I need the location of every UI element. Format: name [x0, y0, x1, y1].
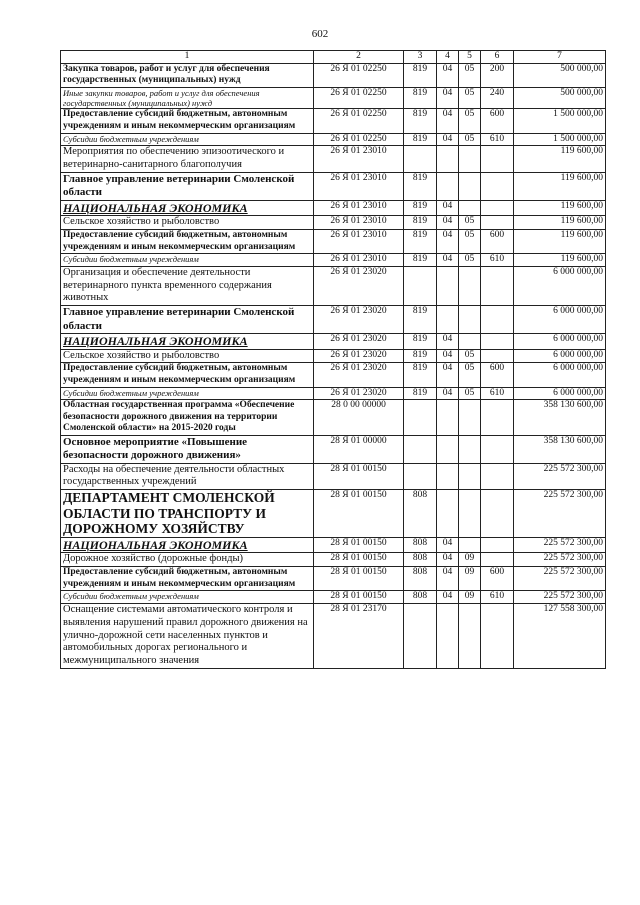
row-amount-cell: 225 572 300,00: [514, 463, 606, 490]
row-section-cell: 04: [437, 230, 459, 254]
row-ministry-code-cell: 819: [404, 133, 437, 146]
row-subsection-cell: 05: [459, 109, 481, 133]
row-target-code-cell: 28 Я 01 00150: [314, 463, 404, 490]
row-section-cell: [437, 400, 459, 436]
row-section-cell: 04: [437, 216, 459, 230]
row-ministry-code-cell: 819: [404, 349, 437, 363]
row-target-code-cell: 28 Я 01 00150: [314, 591, 404, 604]
row-section-cell: 04: [437, 349, 459, 363]
row-subsection-cell: 05: [459, 63, 481, 87]
row-name-cell: Расходы на обеспечение деятельности областных государственных учреждений: [61, 463, 314, 490]
row-amount-cell: 119 600,00: [514, 230, 606, 254]
row-section-cell: 04: [437, 200, 459, 216]
row-target-code-cell: 28 Я 01 00000: [314, 435, 404, 463]
row-subsection-cell: [459, 435, 481, 463]
table-row: [61, 200, 606, 216]
row-expense-type-cell: 610: [481, 254, 514, 267]
row-ministry-code-cell: 819: [404, 63, 437, 87]
row-subsection-cell: 09: [459, 591, 481, 604]
row-amount-cell: 6 000 000,00: [514, 387, 606, 400]
row-target-code-cell: 28 0 00 00000: [314, 400, 404, 436]
row-target-code-cell: 28 Я 01 00150: [314, 567, 404, 591]
table-row: [61, 230, 606, 254]
row-name-cell: Закупка товаров, работ и услуг для обеспечения государственных (муниципальных) нужд: [61, 63, 314, 87]
row-target-code-cell: 26 Я 01 23020: [314, 266, 404, 305]
row-ministry-code-cell: [404, 266, 437, 305]
table-row: [61, 333, 606, 349]
row-amount-cell: 6 000 000,00: [514, 266, 606, 305]
row-target-code-cell: 26 Я 01 02250: [314, 109, 404, 133]
row-expense-type-cell: 610: [481, 591, 514, 604]
row-name-cell: НАЦИОНАЛЬНАЯ ЭКОНОМИКА: [61, 537, 314, 553]
row-amount-cell: 119 600,00: [514, 254, 606, 267]
row-amount-cell: 6 000 000,00: [514, 349, 606, 363]
table-row: [61, 266, 606, 305]
row-ministry-code-cell: [404, 603, 437, 668]
row-target-code-cell: 28 Я 01 00150: [314, 490, 404, 538]
row-section-cell: 04: [437, 553, 459, 567]
row-subsection-cell: 05: [459, 363, 481, 387]
row-subsection-cell: 05: [459, 216, 481, 230]
row-subsection-cell: 05: [459, 387, 481, 400]
row-expense-type-cell: [481, 200, 514, 216]
row-section-cell: 04: [437, 387, 459, 400]
row-amount-cell: 6 000 000,00: [514, 306, 606, 334]
page-number: 602: [311, 28, 329, 40]
row-subsection-cell: [459, 490, 481, 538]
row-target-code-cell: 28 Я 01 23170: [314, 603, 404, 668]
table-row: [61, 463, 606, 490]
row-ministry-code-cell: 819: [404, 200, 437, 216]
row-ministry-code-cell: 819: [404, 216, 437, 230]
row-subsection-cell: [459, 603, 481, 668]
row-subsection-cell: 05: [459, 349, 481, 363]
table-row: [61, 172, 606, 200]
table-row: [61, 146, 606, 173]
row-name-cell: Предоставление субсидий бюджетным, автономным учреждениям и иным некоммерческим организациям: [61, 109, 314, 133]
table-row: [61, 306, 606, 334]
row-expense-type-cell: 600: [481, 230, 514, 254]
row-amount-cell: 6 000 000,00: [514, 333, 606, 349]
row-name-cell: ДЕПАРТАМЕНТ СМОЛЕНСКОЙ ОБЛАСТИ ПО ТРАНСПОРТУ И ДОРОЖНОМУ ХОЗЯЙСТВУ: [61, 490, 314, 538]
table-row: [61, 216, 606, 230]
row-expense-type-cell: [481, 490, 514, 538]
row-target-code-cell: 26 Я 01 23020: [314, 349, 404, 363]
row-name-cell: Субсидии бюджетным учреждениям: [61, 254, 314, 267]
row-target-code-cell: 26 Я 01 23010: [314, 230, 404, 254]
row-target-code-cell: 26 Я 01 23020: [314, 363, 404, 387]
header-cell: 6: [481, 51, 514, 64]
row-target-code-cell: 26 Я 01 02250: [314, 87, 404, 109]
row-subsection-cell: 09: [459, 553, 481, 567]
table-row: [61, 254, 606, 267]
row-section-cell: 04: [437, 87, 459, 109]
row-target-code-cell: 26 Я 01 23010: [314, 146, 404, 173]
header-cell: 3: [404, 51, 437, 64]
table-row: [61, 553, 606, 567]
budget-table: [60, 50, 606, 669]
row-name-cell: НАЦИОНАЛЬНАЯ ЭКОНОМИКА: [61, 333, 314, 349]
row-expense-type-cell: [481, 216, 514, 230]
row-subsection-cell: 05: [459, 87, 481, 109]
row-expense-type-cell: [481, 172, 514, 200]
row-subsection-cell: [459, 463, 481, 490]
row-name-cell: Сельское хозяйство и рыболовство: [61, 349, 314, 363]
row-expense-type-cell: 600: [481, 109, 514, 133]
table-row: [61, 133, 606, 146]
table-row: [61, 349, 606, 363]
row-expense-type-cell: 610: [481, 387, 514, 400]
row-amount-cell: 119 600,00: [514, 146, 606, 173]
row-ministry-code-cell: 819: [404, 333, 437, 349]
row-subsection-cell: [459, 400, 481, 436]
row-expense-type-cell: [481, 306, 514, 334]
row-amount-cell: 127 558 300,00: [514, 603, 606, 668]
table-row: [61, 537, 606, 553]
row-section-cell: 04: [437, 254, 459, 267]
row-section-cell: [437, 306, 459, 334]
row-target-code-cell: 28 Я 01 00150: [314, 553, 404, 567]
header-cell: 2: [314, 51, 404, 64]
row-section-cell: 04: [437, 567, 459, 591]
row-target-code-cell: 26 Я 01 02250: [314, 63, 404, 87]
row-expense-type-cell: [481, 603, 514, 668]
row-subsection-cell: [459, 306, 481, 334]
table-row: [61, 567, 606, 591]
table-body: [61, 63, 606, 668]
row-subsection-cell: 05: [459, 254, 481, 267]
row-ministry-code-cell: 808: [404, 567, 437, 591]
row-section-cell: [437, 172, 459, 200]
row-expense-type-cell: 610: [481, 133, 514, 146]
row-section-cell: [437, 490, 459, 538]
row-ministry-code-cell: [404, 463, 437, 490]
row-name-cell: Предоставление субсидий бюджетным, автономным учреждениям и иным некоммерческим организациям: [61, 230, 314, 254]
row-subsection-cell: [459, 200, 481, 216]
row-expense-type-cell: 240: [481, 87, 514, 109]
row-section-cell: 04: [437, 537, 459, 553]
row-amount-cell: 1 500 000,00: [514, 109, 606, 133]
table-row: [61, 603, 606, 668]
row-amount-cell: 358 130 600,00: [514, 400, 606, 436]
table-header-row: [61, 51, 606, 64]
row-amount-cell: 119 600,00: [514, 216, 606, 230]
table-row: [61, 591, 606, 604]
row-expense-type-cell: [481, 463, 514, 490]
table-row: [61, 87, 606, 109]
row-expense-type-cell: 600: [481, 567, 514, 591]
row-ministry-code-cell: 819: [404, 172, 437, 200]
row-target-code-cell: 26 Я 01 02250: [314, 133, 404, 146]
table-row: [61, 400, 606, 436]
row-ministry-code-cell: 819: [404, 363, 437, 387]
row-subsection-cell: [459, 146, 481, 173]
row-amount-cell: 119 600,00: [514, 172, 606, 200]
row-ministry-code-cell: [404, 400, 437, 436]
row-target-code-cell: 26 Я 01 23010: [314, 254, 404, 267]
row-name-cell: НАЦИОНАЛЬНАЯ ЭКОНОМИКА: [61, 200, 314, 216]
row-subsection-cell: [459, 172, 481, 200]
row-ministry-code-cell: [404, 435, 437, 463]
row-expense-type-cell: [481, 146, 514, 173]
row-name-cell: Мероприятия по обеспечению эпизоотического и ветеринарно-санитарного благополучия: [61, 146, 314, 173]
row-amount-cell: 500 000,00: [514, 63, 606, 87]
row-name-cell: Субсидии бюджетным учреждениям: [61, 387, 314, 400]
table-row: [61, 363, 606, 387]
table-row: [61, 490, 606, 538]
row-expense-type-cell: [481, 333, 514, 349]
row-target-code-cell: 28 Я 01 00150: [314, 537, 404, 553]
row-ministry-code-cell: 819: [404, 306, 437, 334]
row-expense-type-cell: 600: [481, 363, 514, 387]
row-expense-type-cell: [481, 349, 514, 363]
row-section-cell: 04: [437, 63, 459, 87]
row-ministry-code-cell: 808: [404, 553, 437, 567]
row-amount-cell: 225 572 300,00: [514, 567, 606, 591]
table-row: [61, 435, 606, 463]
row-section-cell: 04: [437, 591, 459, 604]
row-subsection-cell: 05: [459, 133, 481, 146]
row-subsection-cell: [459, 333, 481, 349]
row-target-code-cell: 26 Я 01 23020: [314, 333, 404, 349]
row-ministry-code-cell: 819: [404, 109, 437, 133]
row-amount-cell: 225 572 300,00: [514, 490, 606, 538]
table-row: [61, 109, 606, 133]
row-amount-cell: 225 572 300,00: [514, 591, 606, 604]
row-subsection-cell: 05: [459, 230, 481, 254]
row-expense-type-cell: [481, 435, 514, 463]
row-subsection-cell: 09: [459, 567, 481, 591]
row-section-cell: [437, 603, 459, 668]
row-subsection-cell: [459, 537, 481, 553]
row-target-code-cell: 26 Я 01 23010: [314, 200, 404, 216]
row-target-code-cell: 26 Я 01 23010: [314, 216, 404, 230]
header-cell: 4: [437, 51, 459, 64]
row-amount-cell: 1 500 000,00: [514, 133, 606, 146]
row-name-cell: Организация и обеспечение деятельности ветеринарного пункта временного содержания животных: [61, 266, 314, 305]
row-section-cell: [437, 463, 459, 490]
row-target-code-cell: 26 Я 01 23010: [314, 172, 404, 200]
row-name-cell: Субсидии бюджетным учреждениям: [61, 133, 314, 146]
header-cell: 5: [459, 51, 481, 64]
row-section-cell: [437, 146, 459, 173]
row-ministry-code-cell: 808: [404, 591, 437, 604]
row-ministry-code-cell: 819: [404, 87, 437, 109]
row-amount-cell: 358 130 600,00: [514, 435, 606, 463]
row-amount-cell: 225 572 300,00: [514, 553, 606, 567]
table-row: [61, 387, 606, 400]
row-amount-cell: 500 000,00: [514, 87, 606, 109]
header-cell: 1: [61, 51, 314, 64]
row-section-cell: 04: [437, 363, 459, 387]
row-target-code-cell: 26 Я 01 23020: [314, 306, 404, 334]
row-name-cell: Областная государственная программа «Обеспечение безопасности дорожного движения на территории Смоленской области» на 2015-2020 годы: [61, 400, 314, 436]
row-amount-cell: 119 600,00: [514, 200, 606, 216]
row-ministry-code-cell: 808: [404, 490, 437, 538]
row-name-cell: Основное мероприятие «Повышение безопасности дорожного движения»: [61, 435, 314, 463]
row-name-cell: Иные закупки товаров, работ и услуг для обеспечения государственных (муниципальных) нужд: [61, 87, 314, 109]
row-section-cell: 04: [437, 333, 459, 349]
row-target-code-cell: 26 Я 01 23020: [314, 387, 404, 400]
row-section-cell: 04: [437, 109, 459, 133]
row-section-cell: [437, 266, 459, 305]
row-name-cell: Дорожное хозяйство (дорожные фонды): [61, 553, 314, 567]
row-expense-type-cell: [481, 537, 514, 553]
header-cell: 7: [514, 51, 606, 64]
row-name-cell: Оснащение системами автоматического контроля и выявления нарушений правил дорожного движения на улично-дорожной сети населенных пунктов и автомобильных дорогах регионального и межмуниципального значения: [61, 603, 314, 668]
row-ministry-code-cell: 819: [404, 254, 437, 267]
row-section-cell: 04: [437, 133, 459, 146]
row-expense-type-cell: 200: [481, 63, 514, 87]
row-name-cell: Предоставление субсидий бюджетным, автономным учреждениям и иным некоммерческим организациям: [61, 567, 314, 591]
row-name-cell: Сельское хозяйство и рыболовство: [61, 216, 314, 230]
row-amount-cell: 225 572 300,00: [514, 537, 606, 553]
row-ministry-code-cell: 819: [404, 230, 437, 254]
row-name-cell: Главное управление ветеринарии Смоленской области: [61, 172, 314, 200]
row-subsection-cell: [459, 266, 481, 305]
row-name-cell: Субсидии бюджетным учреждениям: [61, 591, 314, 604]
row-amount-cell: 6 000 000,00: [514, 363, 606, 387]
row-expense-type-cell: [481, 266, 514, 305]
row-section-cell: [437, 435, 459, 463]
row-ministry-code-cell: 819: [404, 387, 437, 400]
table-row: [61, 63, 606, 87]
row-name-cell: Предоставление субсидий бюджетным, автономным учреждениям и иным некоммерческим организациям: [61, 363, 314, 387]
row-expense-type-cell: [481, 400, 514, 436]
row-name-cell: Главное управление ветеринарии Смоленской области: [61, 306, 314, 334]
row-ministry-code-cell: 808: [404, 537, 437, 553]
row-expense-type-cell: [481, 553, 514, 567]
row-ministry-code-cell: [404, 146, 437, 173]
